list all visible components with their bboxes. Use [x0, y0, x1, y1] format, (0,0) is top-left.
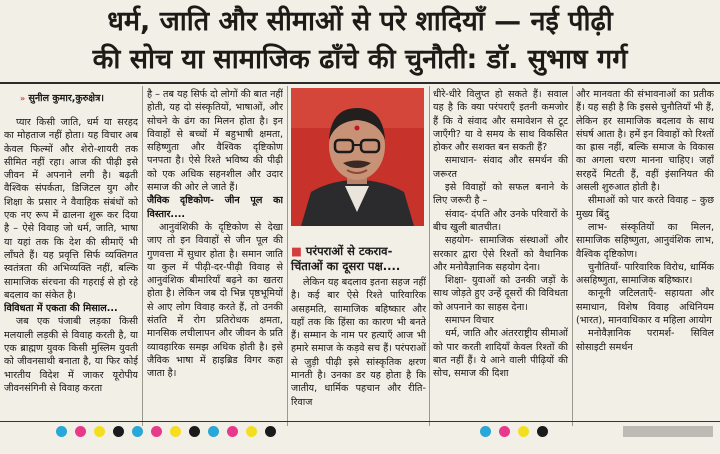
registration-dot — [499, 426, 510, 437]
headline-rule — [0, 82, 720, 84]
registration-dot — [537, 426, 548, 437]
registration-dot — [518, 426, 529, 437]
registration-dot — [151, 426, 162, 437]
registration-dot — [132, 426, 143, 437]
registration-bar — [623, 426, 713, 437]
column-5-paragraph: और मानवता की संभावनाओं का प्रतीक हैं। यह सही है कि इससे चुनौतियाँ भी हैं, लेकिन हर सामाजिक बदलाव के साथ संघर्ष आता है। हमें इन विवाहों को रिश्तों का ह्रास नहीं, बल्कि समाज के विकास का अगला चरण मानना चाहिए। जहाँ सरहदें मिटती हैं, वहीं इंसानियत की असली शुरुआत होती है। — [576, 89, 714, 194]
pullquote-mark-icon: ■ — [291, 244, 302, 258]
column-5-paragraph-4: चुनौतियाँ- पारिवारिक विरोध, धार्मिक असहिष्णुता, सामाजिक बहिष्कार। — [576, 261, 714, 287]
column-5-paragraph-5: कानूनी जटिलताएँ- सहायता और समाधान, विशेष विवाह अधिनियम (भारत), मानवाधिकार व महिला आयोग — [576, 288, 714, 327]
registration-dot — [265, 426, 276, 437]
registration-dot — [227, 426, 238, 437]
column-5-paragraph-2: सीमाओं को पार करते विवाह – कुछ मुख्य बिंदु — [576, 195, 714, 220]
column-4-paragraph-7: समापन विचार — [445, 315, 494, 327]
registration-dot — [189, 426, 200, 437]
column-4 — [433, 88, 568, 419]
registration-dot — [94, 426, 105, 437]
registration-dot — [208, 426, 219, 437]
pullquote-text: परंपराओं से टकराव- चिंताओं का दूसरा पक्ष.... — [291, 244, 401, 273]
column-5-paragraph-6: मनोवैज्ञानिक परामर्श- सिविल सोसाइटी समर्थन — [576, 328, 714, 353]
column-4-paragraph-3: इसे विवाहों को सफल बनाने के लिए जरूरी है – — [433, 182, 568, 207]
registration-dot — [75, 426, 86, 437]
column-2 — [147, 88, 283, 419]
column-divider — [142, 86, 143, 426]
column-1-paragraph: प्यार किसी जाति, धर्म या सरहद का मोहताज नहीं होता। यह विचार अब केवल फिल्मों और शेरो-शायरी तक सीमित नहीं रहा। आज की पीढ़ी इसे जीवन में अपनाने लगी है। बढ़ती वैश्विक संपर्कता, डिजिटल युग और शिक्षा के प्रसार ने वैवाहिक संबंधों को एक नए रूप में ढालना शुरू कर दिया है – ऐसे विवाह जो धर्म, जाति, भाषा या यहां तक कि देश की सीमाएँ भी लाँघते हैं। यह प्रवृत्ति सिर्फ व्यक्तिगत स्वतंत्रता की अभिव्यक्ति नहीं, बल्कि सामाजिक संरचना की गहराई से हो रहे बदलाव का संकेत है। — [4, 117, 138, 301]
column-2-paragraph-2: आनुवंशिकी के दृष्टिकोण से देखा जाए तो इन विवाहों से जीन पूल की गुणवत्ता में सुधार होता है। समान जाति या कुल में पीढ़ी-दर-पीढ़ी विवाह से आनुवंशिक बीमारियाँ बढ़ने का खतरा होता है। लेकिन जब दो भिन्न पृष्ठभूमियों से आए लोग विवाह करते हैं, तो उनकी संतति में रोग प्रतिरोधक क्षमता, मानसिक लचीलापन और जीवन के प्रति व्यावहारिक समझ अधिक होती है। इसे जैविक भाषा में हाइब्रिड विगर कहा जाता है। — [147, 221, 283, 380]
byline — [20, 91, 104, 104]
byline-text: सुनील कुमार,कुरुक्षेत्र। — [28, 93, 104, 104]
registration-dot — [113, 426, 124, 437]
column-divider — [572, 86, 573, 426]
column-1-subheading: विविधता में एकता की मिसाल... — [4, 303, 118, 315]
column-4-paragraph-5: सहयोग- सामाजिक संस्थाओं और सरकार द्वारा ऐसे रिश्तों को वैधानिक और मनोवैज्ञानिक सहयोग देना। — [433, 235, 568, 273]
byline-arrow-icon: » — [20, 94, 26, 103]
column-5 — [576, 88, 714, 419]
author-photo — [291, 88, 424, 226]
headline — [0, 0, 720, 82]
color-registration-dots — [0, 426, 720, 440]
column-divider — [429, 86, 430, 426]
registration-dot — [170, 426, 181, 437]
column-2-subheading: जैविक दृष्टिकोण- जीन पूल का विस्तार.... — [147, 195, 283, 220]
column-5-paragraph-3: लाभ- संस्कृतियों का मिलन, सामाजिक सहिष्णुता, आनुवंशिक लाभ, वैश्विक दृष्टिकोण। — [576, 221, 714, 260]
headline-line-2: की सोच या सामाजिक ढाँचे की चुनौती: डॉ. सुभाष गर्ग — [92, 44, 628, 75]
column-3-paragraph: लेकिन यह बदलाव इतना सहज नहीं है। कई बार ऐसे रिश्ते पारिवारिक असहमति, सामाजिक बहिष्कार और यहाँ तक कि हिंसा का कारण भी बनते हैं। सम्मान के नाम पर हत्याएँ आज भी हमारे समाज के कड़वे सच हैं। परंपराओं से जुड़ी पीढ़ी इसे सांस्कृतिक क्षरण मानती है। उनका डर यह होता है कि जातीय, धार्मिक पहचान और रीति-रिवाज — [291, 277, 426, 408]
portrait-illustration — [291, 88, 424, 226]
registration-dot — [480, 426, 491, 437]
column-4-paragraph-8: धर्म, जाति और अंतरराष्ट्रीय सीमाओं को पार करती शादियाँ केवल रिश्तों की बात नहीं हैं। ये आने वाली पीढ़ियों की सोच, समाज की दिशा — [433, 328, 568, 380]
column-4-paragraph-2: समाधान- संवाद और समर्थन की जरूरत — [433, 155, 568, 180]
column-1 — [4, 116, 138, 419]
column-1-paragraph-2: जब एक पंजाबी लड़का किसी मलयाली लड़की से विवाह करती है, या एक ब्राह्मण युवक किसी मुस्लिम युवती को जीवनसाथी बनाता है, या फिर कोई भारतीय विदेश में जाकर यूरोपीय जीवनसंगिनी से विवाह करता — [4, 316, 138, 394]
headline-line-1: धर्म, जाति और सीमाओं से परे शादियाँ — नई पीढ़ी — [107, 6, 613, 37]
column-2-paragraph: है – तब यह सिर्फ दो लोगों की बात नहीं होती, यह दो संस्कृतियों, भाषाओं, और सोचने के ढंग का मिलन होता है। इन विवाहों से बच्चों में बहुभाषी क्षमता, सहिष्णुता और वैश्विक दृष्टिकोण पनपता है। ऐसे रिश्ते भविष्य की पीढ़ी को एक अधिक सहनशील और उदार समाज की ओर ले जाते हैं। — [147, 89, 283, 194]
registration-dot — [56, 426, 67, 437]
pullquote — [291, 244, 426, 274]
column-divider — [287, 86, 288, 426]
registration-dot — [246, 426, 257, 437]
column-4-paragraph-6: शिक्षा- युवाओं को उनकी जड़ों के साथ जोड़ते हुए उन्हें दूसरों की विविधता को अपनाने का साहस देना। — [433, 275, 568, 313]
column-3 — [291, 276, 426, 419]
bottom-rule — [0, 421, 720, 422]
column-4-paragraph-4: संवाद- दंपति और उनके परिवारों के बीच खुली बातचीत। — [433, 208, 568, 233]
column-4-paragraph: धीरे-धीरे विलुप्त हो सकते हैं। सवाल यह है कि क्या परंपराएँ इतनी कमजोर हैं कि वे संवाद और समावेशन से टूट जाएँगी? या वे समय के साथ विकसित होकर और सशक्त बन सकती हैं? — [433, 89, 568, 154]
